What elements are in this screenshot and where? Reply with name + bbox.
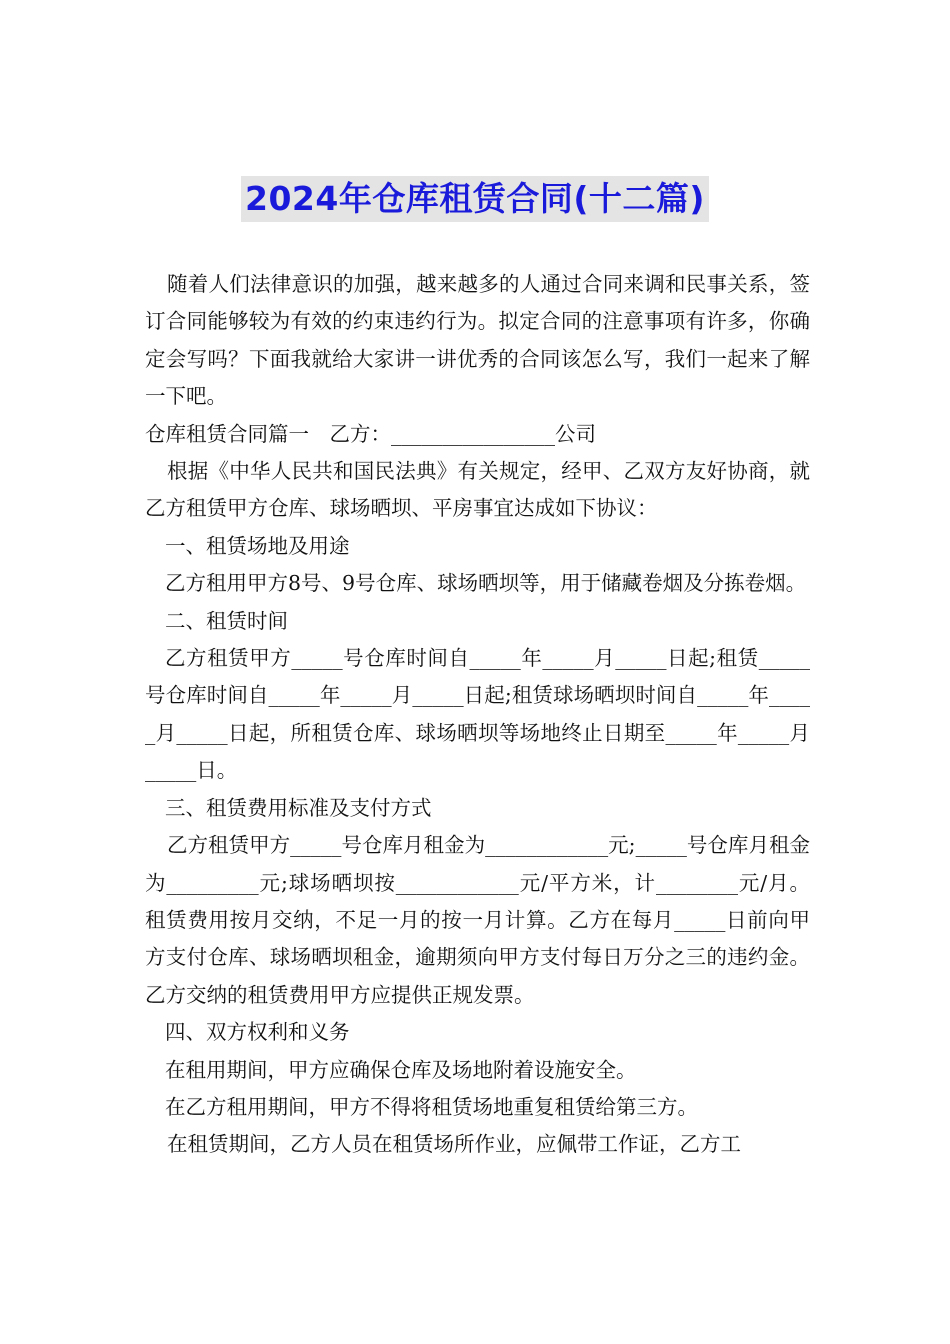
intro-paragraph: 随着人们法律意识的加强，越来越多的人通过合同来调和民事关系，签订合同能够较为有效的约束违约行为。拟定合同的注意事项有许多，你确定会写吗？下面我就给大家讲一讲优秀的合同该怎么写，我们一起来了解一下吧。 bbox=[145, 272, 810, 409]
section-heading-1: 一、租赁场地及用途 bbox=[165, 533, 350, 558]
contract-heading-line: 仓库租赁合同篇一 乙方：________________公司 bbox=[145, 421, 596, 446]
section-heading-3: 三、租赁费用标准及支付方式 bbox=[165, 795, 432, 820]
section-4-paragraph-2: 在乙方租用期间，甲方不得将租赁场地重复租赁给第三方。 bbox=[165, 1094, 698, 1119]
section-3-paragraph: 乙方租赁甲方_____号仓库月租金为____________元;_____号仓库月租金为_________元;球场晒坝按____________元/平方米，计________元/月。租赁费用按月交纳，不足一月的按一月计算。乙方在每月_____日前向甲方支付仓库、球场晒坝租金，逾期须向甲方支付每日万分之三的违约金。乙方交纳的租赁费用甲方应提供正规发票。 bbox=[145, 833, 810, 1007]
section-1-paragraph: 乙方租用甲方8号、9号仓库、球场晒坝等，用于储藏卷烟及分拣卷烟。 bbox=[165, 571, 807, 596]
section-4-paragraph-3: 在租赁期间，乙方人员在租赁场所作业，应佩带工作证，乙方工 bbox=[167, 1132, 741, 1157]
preamble-paragraph: 根据《中华人民共和国民法典》有关规定，经甲、乙双方友好协商，就乙方租赁甲方仓库、球场晒坝、平房事宜达成如下协议： bbox=[145, 459, 810, 521]
section-4-paragraph-1: 在租用期间，甲方应确保仓库及场地附着设施安全。 bbox=[165, 1057, 637, 1082]
document-body bbox=[145, 266, 810, 1164]
document-title: 2024年仓库租赁合同(十二篇) bbox=[241, 176, 709, 222]
section-2-paragraph: 乙方租赁甲方_____号仓库时间自_____年_____月_____日起;租赁_____号仓库时间自_____年_____月_____日起;租赁球场晒坝时间自_____年_____月_____日起，所租赁仓库、球场晒坝等场地终止日期至_____年_____月_____日。 bbox=[145, 646, 810, 783]
section-heading-2: 二、租赁时间 bbox=[165, 608, 288, 633]
title-container bbox=[0, 176, 950, 222]
section-heading-4: 四、双方权利和义务 bbox=[165, 1020, 350, 1045]
